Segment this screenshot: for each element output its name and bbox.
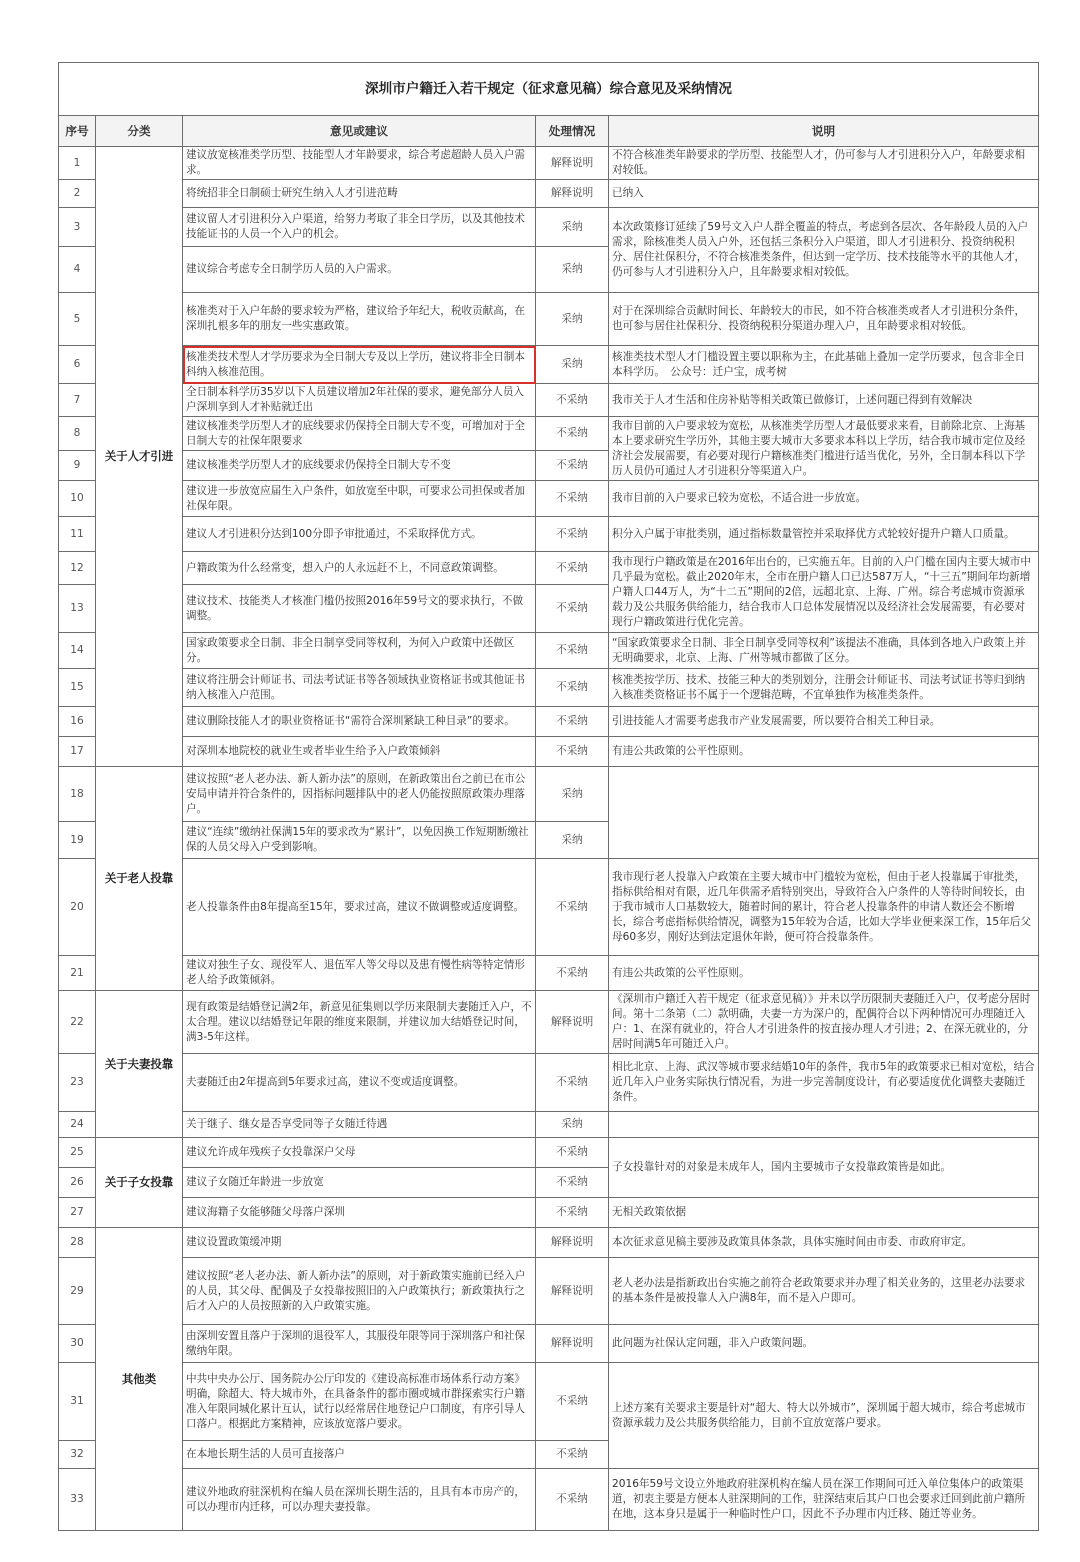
table-row — [59, 147, 1039, 180]
row-number: 4 — [59, 247, 96, 293]
status-cell: 不采纳 — [536, 384, 609, 417]
title-row — [59, 63, 1039, 116]
category-elderly: 关于老人投靠 — [96, 767, 183, 991]
status-cell: 采纳 — [536, 822, 609, 859]
row-number: 12 — [59, 552, 96, 585]
row-number: 3 — [59, 208, 96, 247]
row-number: 10 — [59, 481, 96, 517]
opinion-cell: 建议外地政府驻深机构在编人员在深圳长期生活的，且具有本市房产的，可以办理市内迁移，可以办理夫妻投靠。 — [183, 1469, 536, 1531]
opinion-cell: 建议“连续”缴纳社保满15年的要求改为“累计”，以免因换工作短期断缴社保的人员父母入户受到影响。 — [183, 822, 536, 859]
explanation-cell: 引进技能人才需要考虑我市产业发展需要，所以要符合相关工种目录。 — [609, 707, 1039, 737]
status-cell: 不采纳 — [536, 1469, 609, 1531]
status-cell: 不采纳 — [536, 517, 609, 552]
table-row — [59, 552, 1039, 585]
table-row — [59, 1198, 1039, 1228]
row-number: 5 — [59, 293, 96, 346]
opinion-cell: 建议进一步放宽应届生入户条件，如放宽至中职，可要求公司担保或者加社保年限。 — [183, 481, 536, 517]
opinion-cell: 建议将注册会计师证书、司法考试证书等各领域执业资格证书或其他证书纳入核准入户范围。 — [183, 669, 536, 707]
opinion-table — [58, 62, 1039, 1531]
opinion-cell: 将统招非全日制硕士研究生纳入人才引进范畴 — [183, 180, 536, 208]
table-row — [59, 293, 1039, 346]
status-cell: 不采纳 — [536, 737, 609, 767]
table-row — [59, 737, 1039, 767]
header-explanation: 说明 — [609, 116, 1039, 147]
highlighted-opinion-cell: 核准类技术型人才学历要求为全日制大专及以上学历，建议将非全日制本科纳入核准范围。 — [183, 346, 536, 384]
row-number: 9 — [59, 451, 96, 481]
status-cell: 不采纳 — [536, 552, 609, 585]
opinion-cell: 建议综合考虑专全日制学历人员的入户需求。 — [183, 247, 536, 293]
explanation-cell: 核准类技术型人才门槛设置主要以职称为主，在此基础上叠加一定学历要求，包含非全日本科学历。 公众号：迁户宝，成考树 — [609, 346, 1039, 384]
opinion-cell: 建议留人才引进积分入户渠道，给努力考取了非全日学历，以及其他技术技能证书的人员一个入户的机会。 — [183, 208, 536, 247]
status-cell: 不采纳 — [536, 1168, 609, 1198]
table-row — [59, 1054, 1039, 1112]
opinion-cell: 建议设置政策缓冲期 — [183, 1228, 536, 1258]
status-cell: 解释说明 — [536, 1325, 609, 1363]
table-row — [59, 1258, 1039, 1325]
opinion-cell: 建议核准类学历型人才的底线要求仍保持全日制大专不变，可增加对于全日制大专的社保年限要求 — [183, 417, 536, 451]
row-number: 24 — [59, 1112, 96, 1138]
table-row — [59, 767, 1039, 822]
opinion-cell: 国家政策要求全日制、非全日制享受同等权利，为何入户政策中还做区分。 — [183, 633, 536, 669]
status-cell: 不采纳 — [536, 1054, 609, 1112]
explanation-cell: 《深圳市户籍迁入若干规定（征求意见稿）》并未以学历限制夫妻随迁入户，仅考虑分居时间。第十二条第（二）款明确，夫妻一方为深户的，配偶符合以下两种情况可办理随迁入户：1、在深有就业的，符合人才引进条件的按直接办理人才引进；2、在深无就业的，分居时间满5年可随迁入户。 — [609, 991, 1039, 1054]
explanation-cell — [609, 1112, 1039, 1138]
header-opinion: 意见或建议 — [183, 116, 536, 147]
category-talent: 关于人才引进 — [96, 147, 183, 767]
explanation-cell: 老人老办法是指新政出台实施之前符合老政策要求并办理了相关业务的，这里老办法要求的基本条件是被投靠人入户满8年，而不是入户即可。 — [609, 1258, 1039, 1325]
status-cell: 不采纳 — [536, 956, 609, 991]
status-cell: 采纳 — [536, 767, 609, 822]
category-spouse: 关于夫妻投靠 — [96, 991, 183, 1138]
row-number: 22 — [59, 991, 96, 1054]
opinion-cell: 建议放宽核准类学历型、技能型人才年龄要求，综合考虑超龄人员入户需求。 — [183, 147, 536, 180]
opinion-cell: 现有政策是结婚登记满2年，新意见征集则以学历来限制夫妻随迁入户，不太合理。建议以结婚登记年限的维度来限制，并建议加大结婚登记时间，满3-5年这样。 — [183, 991, 536, 1054]
explanation-cell: 2016年59号文设立外地政府驻深机构在编人员在深工作期间可迁入单位集体户的政策渠道，初衷主要是方便本人驻深期间的工作，驻深结束后其户口也会要求迁回到此前户籍所在地，这本身只是属于一种临时性户口，因此不予办理市内迁移、随迁等业务。 — [609, 1469, 1039, 1531]
explanation-cell: 无相关政策依据 — [609, 1198, 1039, 1228]
row-number: 30 — [59, 1325, 96, 1363]
table-row — [59, 1325, 1039, 1363]
opinion-cell: 建议删除技能人才的职业资格证书“需符合深圳紧缺工种目录”的要求。 — [183, 707, 536, 737]
row-number: 15 — [59, 669, 96, 707]
opinion-cell: 由深圳安置且落户于深圳的退役军人，其服役年限等同于深圳落户和社保缴纳年限。 — [183, 1325, 536, 1363]
opinion-cell: 老人投靠条件由8年提高至15年，要求过高，建议不做调整或适度调整。 — [183, 859, 536, 956]
status-cell: 采纳 — [536, 1112, 609, 1138]
opinion-cell: 建议按照“老人老办法、新人新办法”的原则，在新政策出台之前已在市公安局申请并符合条件的，因指标问题排队中的老人仍能按照原政策办理落户。 — [183, 767, 536, 822]
explanation-cell: 核准类按学历、技术、技能三种大的类别划分，注册会计师证书、司法考试证书等归到纳入核准类资格证书不属于一个逻辑范畴，不宜单独作为核准类条件。 — [609, 669, 1039, 707]
status-cell: 解释说明 — [536, 1228, 609, 1258]
opinion-cell: 建议按照“老人老办法、新人新办法”的原则，对于新政策实施前已经入户的人员，其父母、配偶及子女投靠按照旧的入户政策执行；新政策执行之后才入户的人员按照新的入户政策实施。 — [183, 1258, 536, 1325]
row-number: 6 — [59, 346, 96, 384]
status-cell: 采纳 — [536, 346, 609, 384]
table-row — [59, 517, 1039, 552]
status-cell: 不采纳 — [536, 859, 609, 956]
explanation-cell: 上述方案有关要求主要是针对“超大、特大以外城市”，深圳属于超大城市，综合考虑城市资源承载力及公共服务供给能力，目前不宜放宽落户要求。 — [609, 1363, 1039, 1469]
explanation-cell: 本次征求意见稿主要涉及政策具体条款，具体实施时间由市委、市政府审定。 — [609, 1228, 1039, 1258]
row-number: 8 — [59, 417, 96, 451]
status-cell: 不采纳 — [536, 633, 609, 669]
opinion-cell: 关于继子、继女是否享受同等子女随迁待遇 — [183, 1112, 536, 1138]
explanation-cell: “国家政策要求全日制、非全日制享受同等权利”该提法不准确，具体到各地入户政策上并无明确要求，北京、上海、广州等城市都做了区分。 — [609, 633, 1039, 669]
header-row — [59, 116, 1039, 147]
status-cell: 不采纳 — [536, 1441, 609, 1469]
table-row — [59, 180, 1039, 208]
table-row — [59, 384, 1039, 417]
table-row — [59, 1363, 1039, 1441]
row-number: 13 — [59, 585, 96, 633]
explanation-cell: 不符合核准类年龄要求的学历型、技能型人才，仍可参与人才引进积分入户，年龄要求相对较低。 — [609, 147, 1039, 180]
explanation-cell: 我市目前的入户要求较为宽松，从核准类学历型人才最低要求来看，目前除北京、上海基本上要求研究生学历外，其他主要大城市大多要求本科以上学历，结合我市城市定位及经济社会发展需要，有必要对现行户籍核准类门槛进行适当优化，另外，全日制本科以下学历人员仍可通过人才引进积分等渠道入户。 — [609, 417, 1039, 481]
opinion-cell: 建议允许成年残疾子女投靠深户父母 — [183, 1138, 536, 1168]
status-cell: 不采纳 — [536, 417, 609, 451]
opinion-cell: 全日制本科学历35岁以下人员建议增加2年社保的要求，避免部分人员入户深圳享到人才补贴就迁出 — [183, 384, 536, 417]
row-number: 17 — [59, 737, 96, 767]
document-title: 深圳市户籍迁入若干规定（征求意见稿）综合意见及采纳情况 — [59, 63, 1039, 116]
explanation-cell: 有违公共政策的公平性原则。 — [609, 737, 1039, 767]
table-row — [59, 707, 1039, 737]
opinion-cell: 建议子女随迁年龄进一步放宽 — [183, 1168, 536, 1198]
row-number: 21 — [59, 956, 96, 991]
opinion-cell: 核准类对于入户年龄的要求较为严格，建议给予年纪大，税收贡献高，在深圳扎根多年的朋友一些实惠政策。 — [183, 293, 536, 346]
opinion-cell: 建议海籍子女能够随父母落户深圳 — [183, 1198, 536, 1228]
explanation-cell: 我市现行户籍政策是在2016年出台的，已实施五年。目前的入户门槛在国内主要大城市中几乎最为宽松。截止2020年末，全市在册户籍人口已达587万人，“十三五”期间年均新增户籍人口44万人，为“十二五”期间的2倍，远超北京、上海、广州。综合考虑城市资源承载力及公共服务供给能力，结合我市人口总体发展情况以及经济社会发展需要，有必要对现行户籍政策进行优化完善。 — [609, 552, 1039, 633]
explanation-cell: 我市目前的入户要求已较为宽松，不适合进一步放宽。 — [609, 481, 1039, 517]
header-category: 分类 — [96, 116, 183, 147]
explanation-cell: 本次政策修订延续了59号文入户人群全覆盖的特点，考虑到各层次、各年龄段人员的入户需求，除核准类人员入户外，还包括三条积分入户渠道，即人才引进积分、投资纳税积分、居住社保积分，不符合核准类条件，但达到一定学历、技术技能等水平的其他人才，仍可参与人才引进积分入户，且年龄要求相对较低。 — [609, 208, 1039, 293]
status-cell: 采纳 — [536, 208, 609, 247]
row-number: 27 — [59, 1198, 96, 1228]
table-row — [59, 208, 1039, 247]
table-row — [59, 991, 1039, 1054]
row-number: 16 — [59, 707, 96, 737]
explanation-cell: 我市关于人才生活和住房补贴等相关政策已做修订，上述问题已得到有效解决 — [609, 384, 1039, 417]
opinion-cell: 建议技术、技能类人才核准门槛仍按照2016年59号文的要求执行，不做调整。 — [183, 585, 536, 633]
status-cell: 不采纳 — [536, 451, 609, 481]
opinion-cell: 建议核准类学历型人才的底线要求仍保持全日制大专不变 — [183, 451, 536, 481]
status-cell: 不采纳 — [536, 585, 609, 633]
header-number: 序号 — [59, 116, 96, 147]
row-number: 33 — [59, 1469, 96, 1531]
status-cell: 不采纳 — [536, 1363, 609, 1441]
status-cell: 解释说明 — [536, 991, 609, 1054]
explanation-cell: 有违公共政策的公平性原则。 — [609, 956, 1039, 991]
opinion-cell: 户籍政策为什么经常变，想入户的人永远赶不上，不同意政策调整。 — [183, 552, 536, 585]
table-row — [59, 481, 1039, 517]
opinion-cell: 在本地长期生活的人员可直接落户 — [183, 1441, 536, 1469]
row-number: 18 — [59, 767, 96, 822]
table-row — [59, 1228, 1039, 1258]
table-row — [59, 859, 1039, 956]
status-cell: 采纳 — [536, 293, 609, 346]
header-status: 处理情况 — [536, 116, 609, 147]
explanation-cell: 相比北京、上海、武汉等城市要求结婚10年的条件，我市5年的政策要求已相对宽松，结合近几年入户业务实际执行情况看，为进一步完善制度设计，有必要适度优化调整夫妻随迁条件。 — [609, 1054, 1039, 1112]
document-table-container — [58, 62, 1038, 1531]
row-number: 26 — [59, 1168, 96, 1198]
row-number: 20 — [59, 859, 96, 956]
category-other: 其他类 — [96, 1228, 183, 1531]
table-row — [59, 669, 1039, 707]
row-number: 11 — [59, 517, 96, 552]
status-cell: 不采纳 — [536, 669, 609, 707]
category-children: 关于子女投靠 — [96, 1138, 183, 1228]
opinion-cell: 对深圳本地院校的就业生或者毕业生给予入户政策倾斜 — [183, 737, 536, 767]
status-cell: 不采纳 — [536, 1138, 609, 1168]
row-number: 32 — [59, 1441, 96, 1469]
table-row — [59, 633, 1039, 669]
status-cell: 不采纳 — [536, 1198, 609, 1228]
explanation-cell: 此问题为社保认定问题，非入户政策问题。 — [609, 1325, 1039, 1363]
status-cell: 解释说明 — [536, 1258, 609, 1325]
status-cell: 解释说明 — [536, 180, 609, 208]
explanation-cell: 子女投靠针对的对象是未成年人，国内主要城市子女投靠政策皆是如此。 — [609, 1138, 1039, 1198]
table-row — [59, 1469, 1039, 1531]
table-row — [59, 1138, 1039, 1168]
status-cell: 不采纳 — [536, 707, 609, 737]
opinion-cell: 中共中央办公厅、国务院办公厅印发的《建设高标准市场体系行动方案》明确，除超大、特大城市外，在具备条件的都市圈或城市群探索实行户籍准入年限同城化累计互认，试行以经常居住地登记户口制度，有序引导人口落户。根据此方案精神，应该放宽落户要求。 — [183, 1363, 536, 1441]
explanation-cell: 已纳入 — [609, 180, 1039, 208]
row-number: 1 — [59, 147, 96, 180]
status-cell: 解释说明 — [536, 147, 609, 180]
row-number: 29 — [59, 1258, 96, 1325]
table-row — [59, 417, 1039, 451]
opinion-cell: 建议对独生子女、现役军人、退伍军人等父母以及患有慢性病等特定情形老人给予政策倾斜。 — [183, 956, 536, 991]
row-number: 14 — [59, 633, 96, 669]
status-cell: 不采纳 — [536, 481, 609, 517]
table-row — [59, 956, 1039, 991]
explanation-cell: 对于在深圳综合贡献时间长、年龄较大的市民，如不符合核准类或者人才引进积分条件，也可参与居住社保积分、投资纳税积分渠道办理入户，且年龄要求相对较低。 — [609, 293, 1039, 346]
explanation-cell — [609, 767, 1039, 859]
row-number: 2 — [59, 180, 96, 208]
table-row — [59, 346, 1039, 384]
explanation-cell: 我市现行老人投靠入户政策在主要大城市中门槛较为宽松，但由于老人投靠属于审批类，指标供给相对有限，近几年供需矛盾特别突出，导致符合入户条件的人等待时间较长，由于我市城市人口基数较大，随着时间的累计，符合老人投靠条件的申请人数还会不断增长，综合考虑指标供给情况，调整为15年较为合适，比如大学毕业便来深工作，15年后父母60多岁，刚好达到法定退休年龄，便可符合投靠条件。 — [609, 859, 1039, 956]
row-number: 25 — [59, 1138, 96, 1168]
row-number: 28 — [59, 1228, 96, 1258]
table-row — [59, 1112, 1039, 1138]
status-cell: 采纳 — [536, 247, 609, 293]
opinion-cell: 夫妻随迁由2年提高到5年要求过高，建议不变或适度调整。 — [183, 1054, 536, 1112]
row-number: 31 — [59, 1363, 96, 1441]
explanation-cell: 积分入户属于审批类别，通过指标数量管控并采取择优方式轮较好提升户籍人口质量。 — [609, 517, 1039, 552]
row-number: 19 — [59, 822, 96, 859]
row-number: 23 — [59, 1054, 96, 1112]
opinion-cell: 建议人才引进积分达到100分即予审批通过，不采取择优方式。 — [183, 517, 536, 552]
row-number: 7 — [59, 384, 96, 417]
